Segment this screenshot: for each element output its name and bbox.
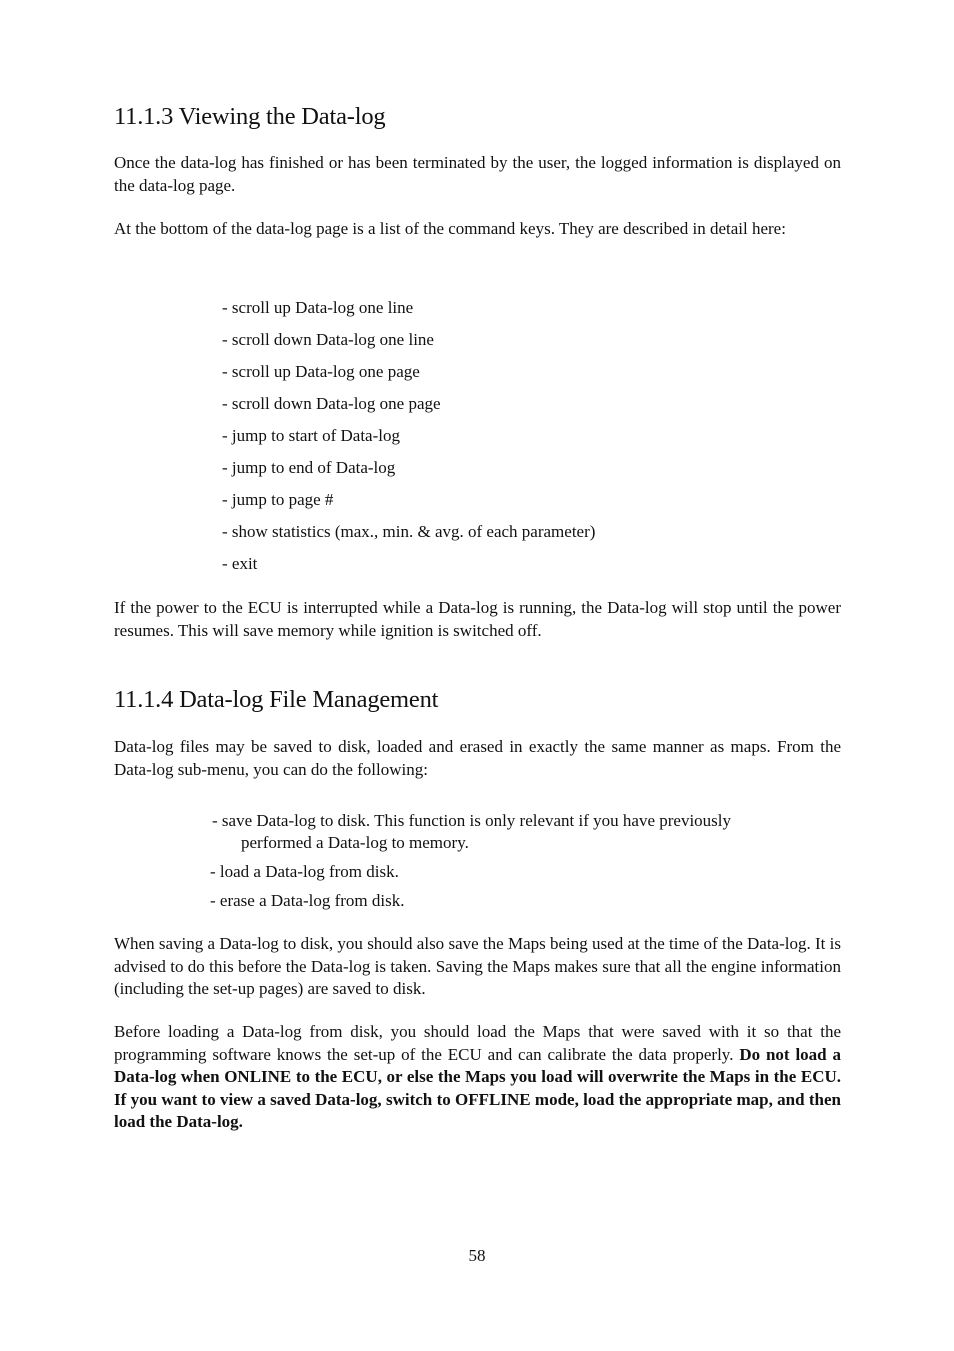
section-heading-viewing-data-log: 11.1.3 Viewing the Data-log: [114, 103, 386, 130]
section-heading-file-management: 11.1.4 Data-log File Management: [114, 686, 439, 713]
command-key-description: - scroll down Data-log one page: [222, 394, 441, 413]
paragraph-loading-data-log: [114, 1021, 841, 1134]
command-key-description: - scroll down Data-log one line: [222, 330, 434, 349]
command-key-description: - show statistics (max., min. & avg. of each parameter): [222, 522, 596, 541]
command-key-description: - scroll up Data-log one line: [222, 298, 414, 317]
loading-instructions-text: Before loading a Data-log from disk, you should load the Maps that were saved with it so that the programming software knows the set-up of the ECU and can calibrate the data properly.: [114, 1022, 841, 1064]
file-option-load: - load a Data-log from disk.: [210, 862, 399, 881]
file-option-save-continuation: performed a Data-log to memory.: [241, 833, 469, 852]
paragraph-data-log-display: Once the data-log has finished or has been terminated by the user, the logged information is displayed on the data-log page.: [114, 153, 841, 195]
command-key-description: - jump to end of Data-log: [222, 458, 396, 477]
file-option-save: - save Data-log to disk. This function is only relevant if you have previously: [212, 811, 732, 830]
page-number: 58: [468, 1246, 486, 1265]
command-key-description: - exit: [222, 554, 258, 573]
paragraph-power-interruption: If the power to the ECU is interrupted while a Data-log is running, the Data-log will stop until the power resumes. This will save memory while ignition is switched off.: [114, 598, 841, 640]
file-option-erase: - erase a Data-log from disk.: [210, 891, 405, 910]
command-key-description: - jump to page #: [222, 490, 334, 509]
paragraph-file-operations: Data-log files may be saved to disk, loaded and erased in exactly the same manner as maps. From the Data-log sub-menu, you can do the following:: [114, 737, 841, 779]
command-key-description: - jump to start of Data-log: [222, 426, 400, 445]
command-key-description: - scroll up Data-log one page: [222, 362, 420, 381]
paragraph-saving-maps: When saving a Data-log to disk, you should also save the Maps being used at the time of the Data-log. It is advised to do this before the Data-log is taken. Saving the Maps makes sure that all the engine information (including the set-up pages) are saved to disk.: [114, 934, 841, 998]
online-warning-text: Do not load a Data-log when ONLINE to the ECU, or else the Maps you load will overwrite the Maps in the ECU. If you want to view a saved Data-log, switch to OFFLINE mode, load the appropriate map, and then load the Data-log.: [114, 1044, 842, 1131]
paragraph-command-keys-intro: At the bottom of the data-log page is a list of the command keys. They are described in detail here:: [114, 219, 786, 238]
